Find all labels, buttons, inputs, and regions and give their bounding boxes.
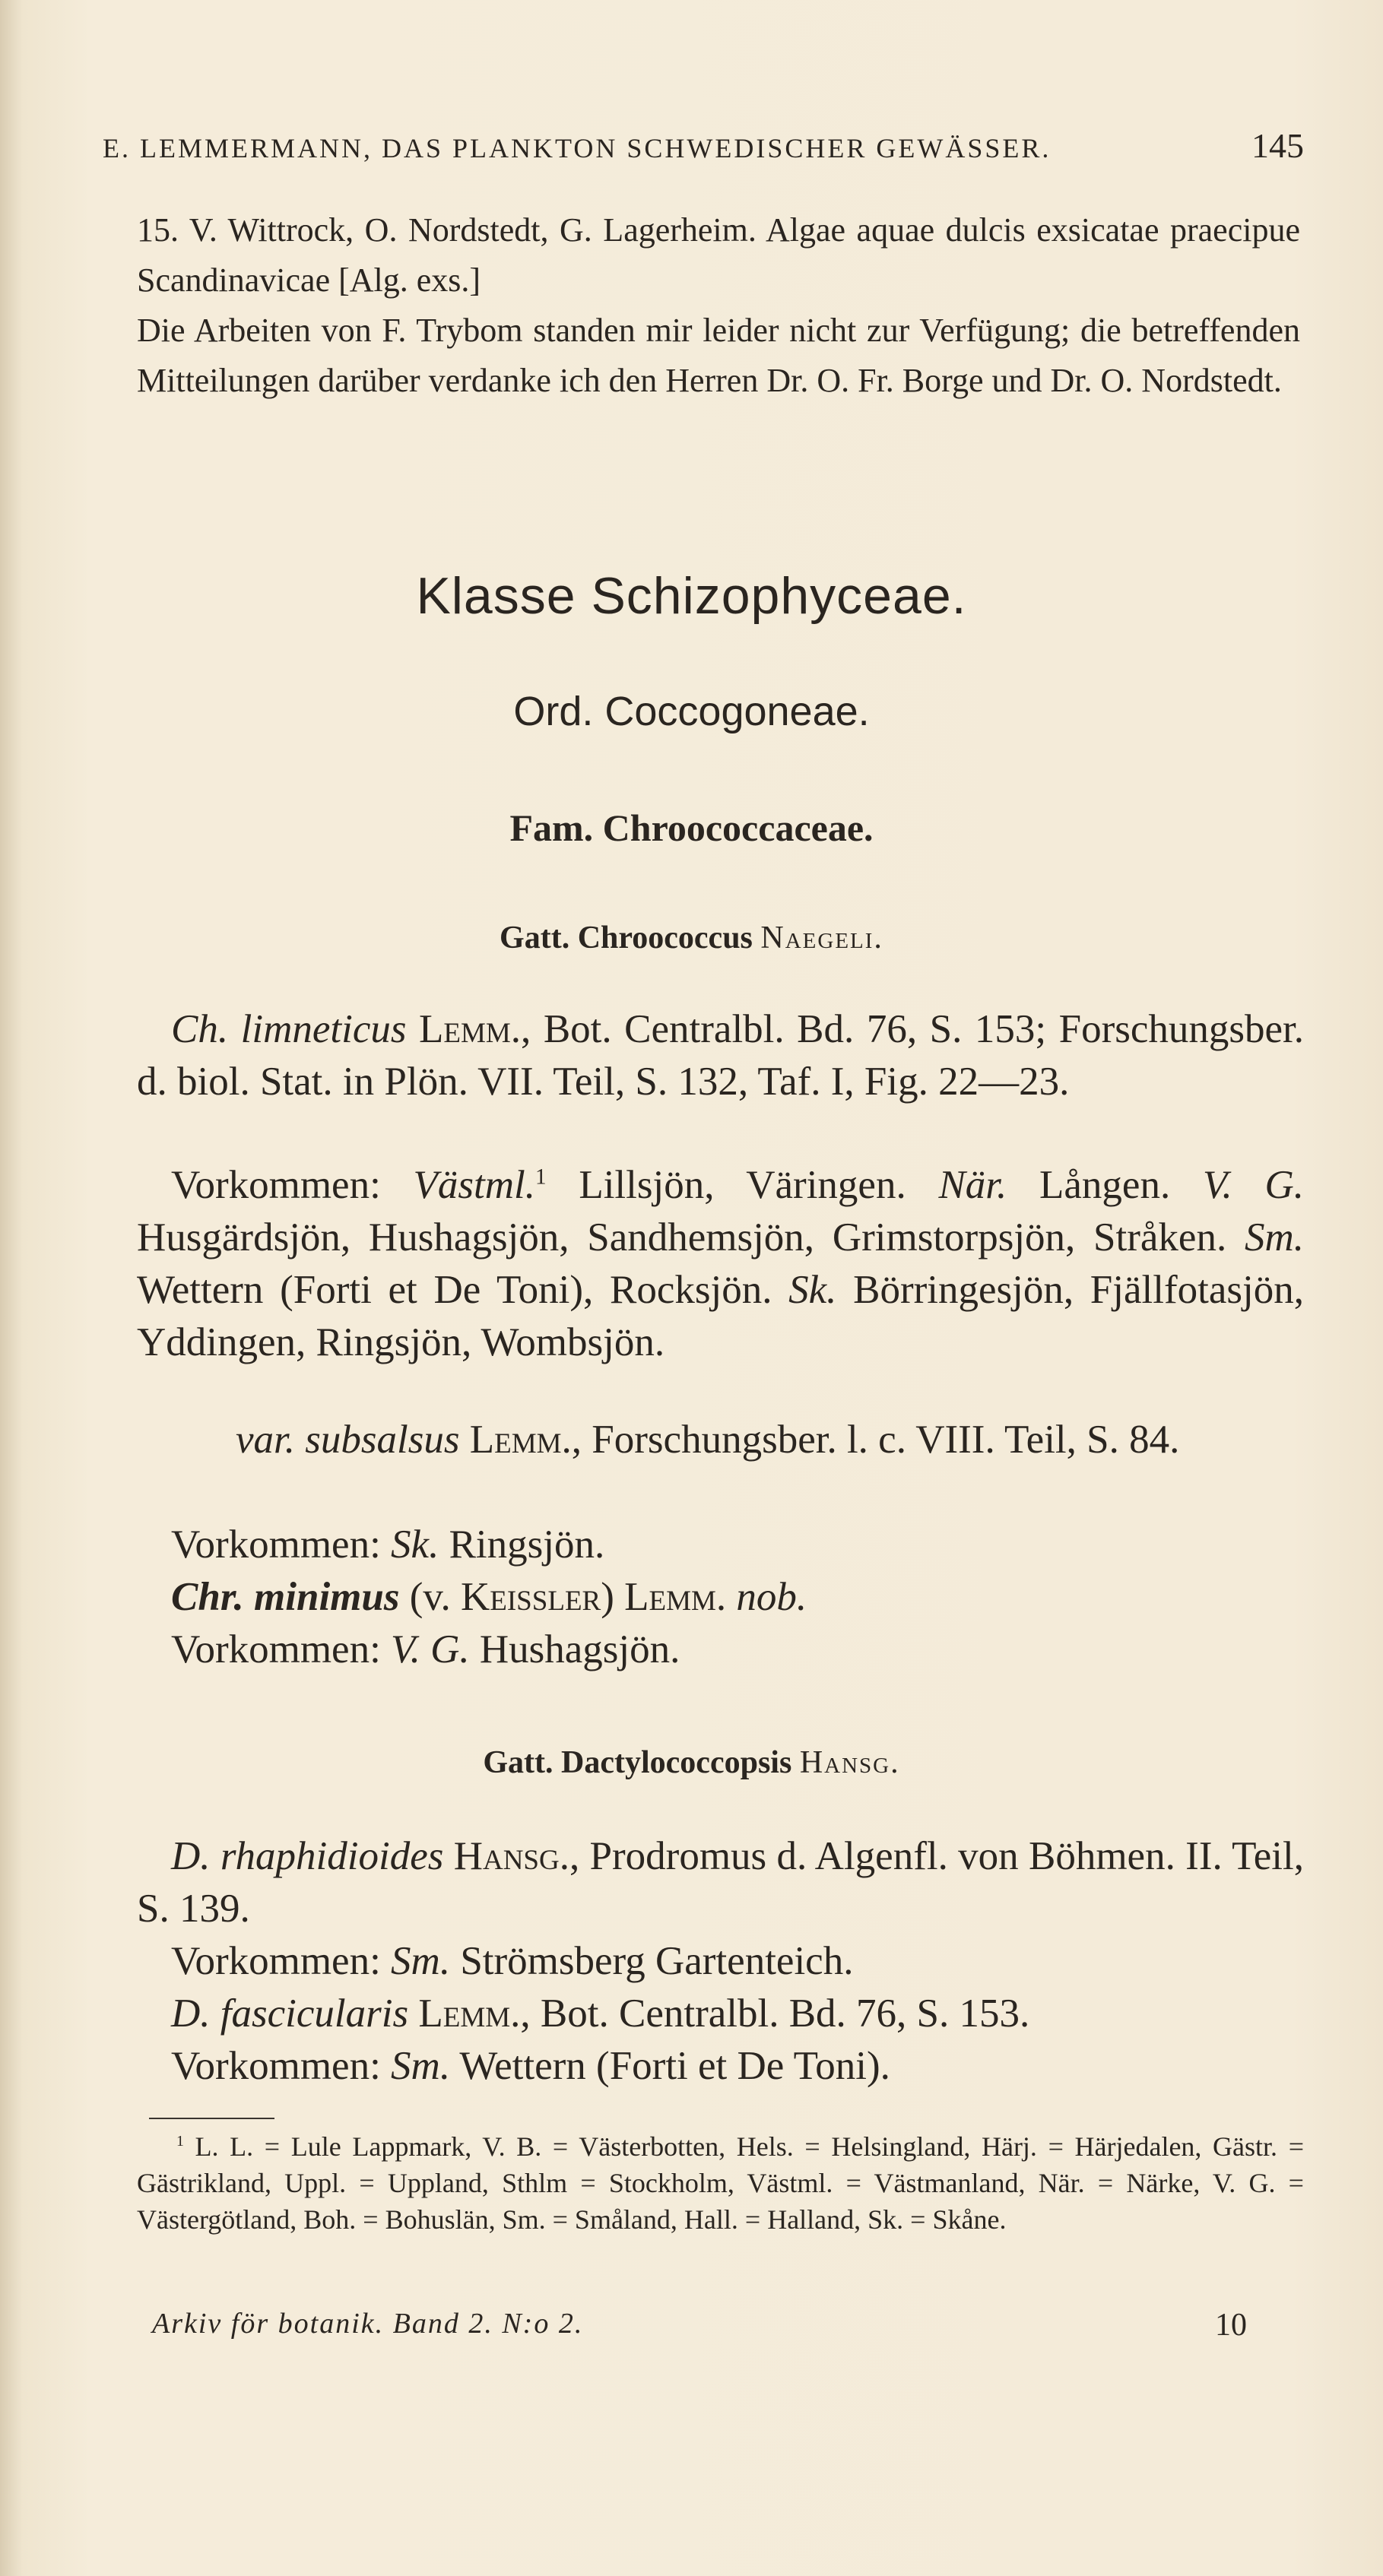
genus-name: Dactylococcopsis <box>561 1745 792 1780</box>
genus-heading-dactylococcopsis <box>0 1744 1383 1781</box>
species-author-prefix: (v. <box>399 1575 461 1619</box>
genus-name: Chroococcus <box>577 920 753 955</box>
species-author: Lemm. <box>624 1575 727 1619</box>
occurrence-text: Lillsjön, Väringen. <box>546 1163 939 1207</box>
species-entry-chr-minimus <box>137 1571 1304 1624</box>
occurrence-chr-minimus <box>137 1624 1304 1676</box>
variety-name: var. subsalsus <box>236 1418 460 1462</box>
occurrence-d-rhaphidioides <box>137 1935 1304 1988</box>
species-author: Lemm. <box>418 1991 521 2036</box>
occurrence-label: Vorkommen: <box>171 1939 381 1983</box>
species-entry-ch-limneticus <box>137 1003 1304 1108</box>
family-heading: Fam. Chroococcaceae. <box>509 806 874 849</box>
occurrence-label: Vorkommen: <box>171 1163 381 1207</box>
species-nob: nob. <box>726 1575 807 1619</box>
region-abbrev: Sm. <box>391 1939 451 1983</box>
genus-label: Gatt. <box>483 1745 554 1780</box>
order-heading: Ord. Coccogoneae. <box>513 689 870 734</box>
occurrence-label: Vorkommen: <box>171 1522 381 1567</box>
footnote-marker: 1 <box>535 1164 547 1190</box>
species-author: Lemm. <box>419 1007 522 1051</box>
running-head <box>103 125 1304 166</box>
species-reference: , Prodromus d. Algenfl. von Böhmen. II. Teil, S. 139. <box>137 1834 1304 1931</box>
genus-label: Gatt. <box>500 920 570 955</box>
footnote <box>137 2128 1304 2238</box>
genus-author: Naegeli. <box>760 920 883 955</box>
occurrence-text: Wettern (Forti et De Toni), Rocksjön. <box>137 1268 789 1312</box>
species-author: Keissler <box>460 1575 601 1619</box>
occurrence-d-fascicularis <box>137 2040 1304 2093</box>
occurrence-subsalsus <box>137 1519 1304 1571</box>
class-heading: Klasse Schizophyceae. <box>416 567 967 625</box>
species-entry-d-rhaphidioides <box>137 1830 1304 1935</box>
acknowledgement-paragraph: Die Arbeiten von F. Trybom standen mir leider nicht zur Verfügung; die betreffenden Mitteilungen darüber verdanke ich den Herren Dr. O. Fr. Borge und Dr. O. Nordstedt. <box>137 312 1300 399</box>
running-head-title: E. LEMMERMANN, DAS PLANKTON SCHWEDISCHER GEWÄSSER. <box>103 133 1052 163</box>
region-abbrev: Sm. <box>391 2044 451 2088</box>
journal-line: Arkiv för botanik. Band 2. N:o 2. <box>152 2308 584 2340</box>
species-entry-d-fascicularis <box>137 1988 1304 2040</box>
species-name: D. rhaphidioides <box>171 1834 444 1878</box>
footnote-marker: 1 <box>176 2133 184 2150</box>
footnote-rule <box>149 2118 274 2119</box>
occurrence-text: Husgärdsjön, Hushagsjön, Sandhemsjön, Grimstorpsjön, Stråken. <box>137 1215 1245 1259</box>
species-reference: , Bot. Centralbl. Bd. 76, S. 153; Forschungsber. d. biol. Stat. in Plön. VII. Teil, S. 132, Taf. I, Fig. 22—23. <box>137 1007 1305 1104</box>
species-author-sep: ) <box>601 1575 625 1619</box>
occurrence-text: Lången. <box>1007 1163 1203 1207</box>
variety-author: Lemm. <box>469 1418 572 1462</box>
footnote-text: L. L. = Lule Lappmark, V. B. = Västerbotten, Hels. = Helsingland, Härj. = Härjedalen, Gästr. = Gästrikland, Uppl. = Uppland, Sthlm = Stockholm, Västml. = Västmanland, När. = Närke, V. G. = Västergötland, Boh. = Bohuslän, Sm. = Småland, Hall. = Halland, Sk. = Skåne. <box>137 2131 1304 2235</box>
region-abbrev: När. <box>938 1163 1007 1207</box>
region-abbrev: Sk. <box>788 1268 837 1312</box>
species-name: D. fascicularis <box>171 1991 409 2036</box>
species-name: Ch. limneticus <box>171 1007 407 1051</box>
page-number: 145 <box>1251 126 1304 165</box>
occurrence-ch-limneticus <box>137 1159 1304 1369</box>
species-author: Hansg. <box>453 1834 569 1878</box>
region-abbrev: V. G. <box>1202 1163 1304 1207</box>
region-abbrev: Sk. <box>391 1522 439 1567</box>
region-abbrev: Sm. <box>1244 1215 1304 1259</box>
genus-author: Hansg. <box>799 1745 900 1780</box>
page-footer <box>152 2307 1247 2343</box>
signature-number: 10 <box>1215 2308 1247 2343</box>
variety-entry-subsalsus <box>137 1414 1304 1466</box>
occurrence-text: Ringsjön. <box>439 1522 605 1567</box>
occurrence-text: Börringesjön, Fjällfotasjön, Yddingen, Ringsjön, Wombsjön. <box>137 1268 1304 1364</box>
species-reference: , Bot. Centralbl. Bd. 76, S. 153. <box>520 1991 1030 2036</box>
variety-reference: , Forschungsber. l. c. VIII. Teil, S. 84. <box>571 1418 1180 1462</box>
occurrence-label: Vorkommen: <box>171 1627 381 1671</box>
occurrence-text: Hushagsjön. <box>469 1627 680 1671</box>
region-abbrev: V. G. <box>391 1627 470 1671</box>
occurrence-text: Wettern (Forti et De Toni). <box>450 2044 890 2088</box>
region-abbrev: Västml. <box>413 1163 536 1207</box>
occurrence-label: Vorkommen: <box>171 2044 381 2088</box>
reference-15: 15. V. Wittrock, O. Nordstedt, G. Lagerheim. Algae aquae dulcis exsicatae praecipue Scandinavicae [Alg. exs.] <box>137 211 1300 299</box>
genus-heading-chroococcus <box>0 920 1383 956</box>
occurrence-text: Strömsberg Gartenteich. <box>450 1939 854 1983</box>
species-name: Chr. minimus <box>171 1575 400 1619</box>
